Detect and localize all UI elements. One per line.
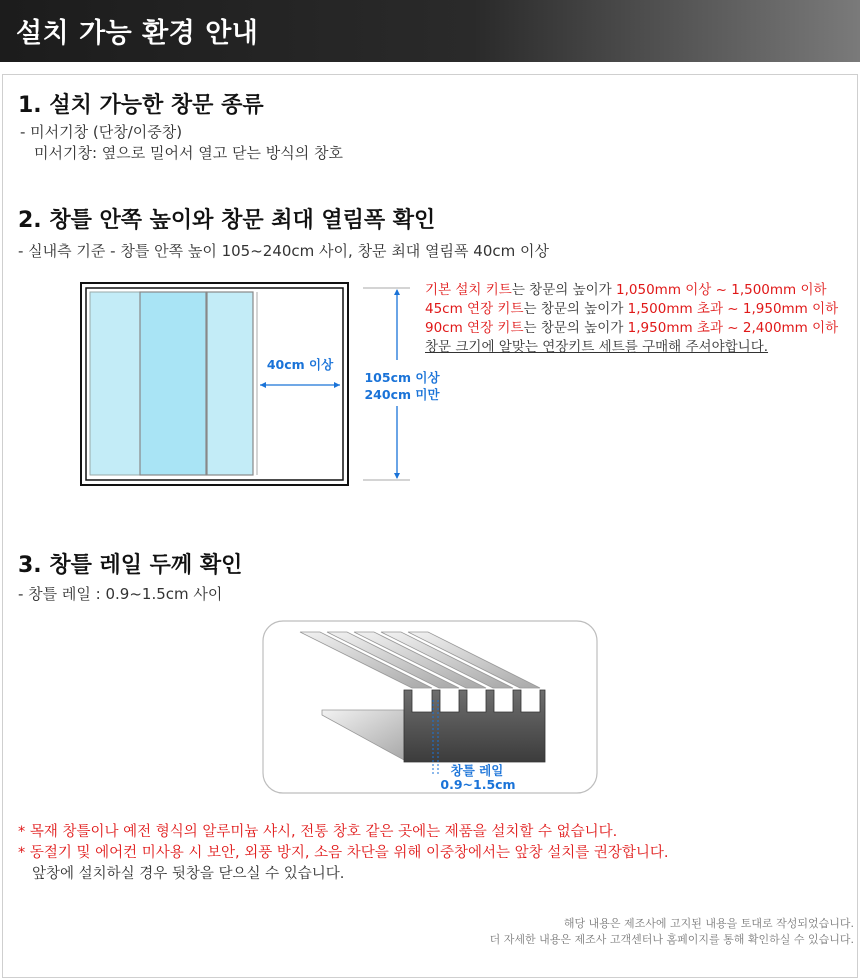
rail-diagram — [262, 620, 598, 794]
height-arrow-top — [394, 289, 400, 295]
kit-note-1-mid: 는 창문의 높이가 — [511, 282, 617, 298]
width-label: 40cm 이상 — [266, 357, 334, 372]
warning-1-text: 목재 창틀이나 예전 형식의 알루미늄 샤시, 전통 창호 같은 곳에는 제품을 설치할 수 없습니다. — [25, 824, 618, 840]
warning-2-star: * — [18, 845, 26, 861]
kit-note-2-mid: 는 창문의 높이가 — [523, 301, 628, 317]
rail-label-1: 창틀 레일 — [450, 763, 504, 778]
section1-line1: - 미서기창 (단창/이중창) — [20, 123, 183, 141]
rail-label-2: 0.9~1.5cm — [440, 777, 516, 792]
kit-note-2-range: 1,500mm 초과 ~ 1,950mm 이하 — [627, 301, 839, 317]
warning-2-text: 동절기 및 에어컨 미사용 시 보안, 외풍 방지, 소음 차단을 위해 이중창에서는 앞창 설치를 권장합니다. — [25, 845, 669, 861]
warning-2 — [18, 843, 669, 864]
warning-1 — [18, 822, 617, 843]
warning-1-star: * — [18, 824, 26, 840]
kit-note-1-name: 기본 설치 키트 — [425, 282, 512, 298]
kit-note-last: 창문 크기에 알맞는 연장키트 세트를 구매해 주셔야합니다. — [425, 339, 769, 355]
section1-line2: 미서기창: 옆으로 밀어서 열고 닫는 방식의 창호 — [34, 144, 343, 162]
height-label-2: 240cm 미만 — [364, 387, 440, 402]
page-header — [0, 0, 860, 62]
footer-line-2: 더 자세한 내용은 제조사 고객센터나 홈페이지를 통해 확인하실 수 있습니다. — [489, 933, 854, 946]
kit-note-2 — [425, 300, 838, 319]
footer-line-1: 해당 내용은 제조사에 고지된 내용을 토대로 작성되었습니다. — [563, 917, 854, 930]
section2-desc: - 실내측 기준 - 창틀 안쪽 높이 105~240cm 사이, 창문 최대 열림폭 40cm 이상 — [18, 242, 549, 260]
section2-title: 2. 창틀 안쪽 높이와 창문 최대 열림폭 확인 — [18, 208, 436, 233]
warning-3: 앞창에 설치하실 경우 뒷창을 닫으실 수 있습니다. — [32, 866, 345, 882]
height-label-1: 105cm 이상 — [364, 370, 440, 385]
kit-note-1 — [425, 281, 827, 300]
section1-title: 1. 설치 가능한 창문 종류 — [18, 93, 264, 118]
kit-note-3-mid: 는 창문의 높이가 — [523, 320, 628, 336]
height-arrow-bottom — [394, 473, 400, 479]
kit-note-3-range: 1,950mm 초과 ~ 2,400mm 이하 — [627, 320, 839, 336]
kit-note-3-name: 90cm 연장 키트 — [425, 320, 524, 336]
kit-note-1-range: 1,050mm 이상 ~ 1,500mm 이하 — [616, 282, 827, 298]
glass-pane-middle — [140, 292, 206, 475]
page-title: 설치 가능 환경 안내 — [16, 18, 259, 49]
kit-note-3 — [425, 319, 838, 338]
section3-desc: - 창틀 레일 : 0.9~1.5cm 사이 — [18, 585, 223, 603]
section3-title: 3. 창틀 레일 두께 확인 — [18, 553, 243, 578]
window-diagram — [78, 278, 448, 490]
glass-pane-right — [207, 292, 253, 475]
kit-note-2-name: 45cm 연장 키트 — [425, 301, 524, 317]
